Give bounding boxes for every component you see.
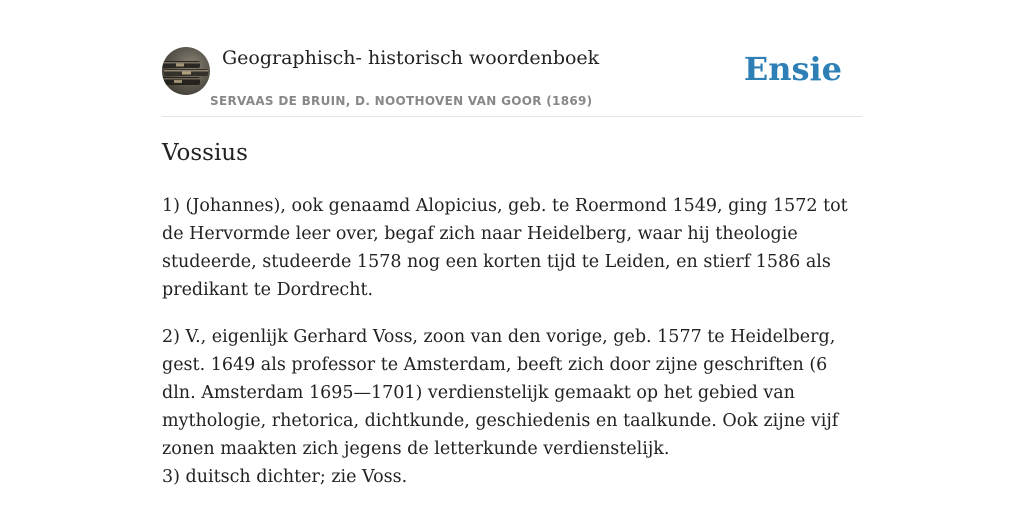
book-author[interactable]: SERVAAS DE BRUIN, D. NOOTHOVEN VAN GOOR (1869): [210, 94, 593, 108]
entry-paragraph-2: 2) V., eigenlijk Gerhard Voss, zoon van den vorige, geb. 1577 te Heidelberg, gest. 1649 als professor te Amsterdam, beeft zich door zijne geschriften (6 dln. Amsterdam 1695—1701) verdienstelijk gemaakt op het gebied van mythologie, rhetorica, dichtkunde, geschiedenis en taalkunde. Ook zijne vijf zonen maakten zich jegens de letterkunde verdienstelijk.: [162, 327, 839, 459]
entry-title: Vossius: [162, 140, 248, 166]
entry-paragraph-1: 1) (Johannes), ook genaamd Alopicius, geb. te Roermond 1549, ging 1572 tot de Hervormde leer over, begaf zich naar Heidelberg, waar hij theologie studeerde, studeerde 1578 nog een korten tijd te Leiden, en stierf 1586 als predikant te Dordrecht.: [162, 196, 848, 300]
entry-paragraph-3: 3) duitsch dichter; zie Voss.: [162, 467, 408, 487]
entry-body: [162, 192, 862, 510]
header: [162, 40, 862, 117]
book-stack-icon: [162, 47, 210, 95]
ensie-logo[interactable]: Ensie: [743, 50, 842, 88]
book-title[interactable]: Geographisch- historisch woordenboek: [222, 47, 600, 69]
book-cover-avatar[interactable]: [162, 47, 210, 95]
